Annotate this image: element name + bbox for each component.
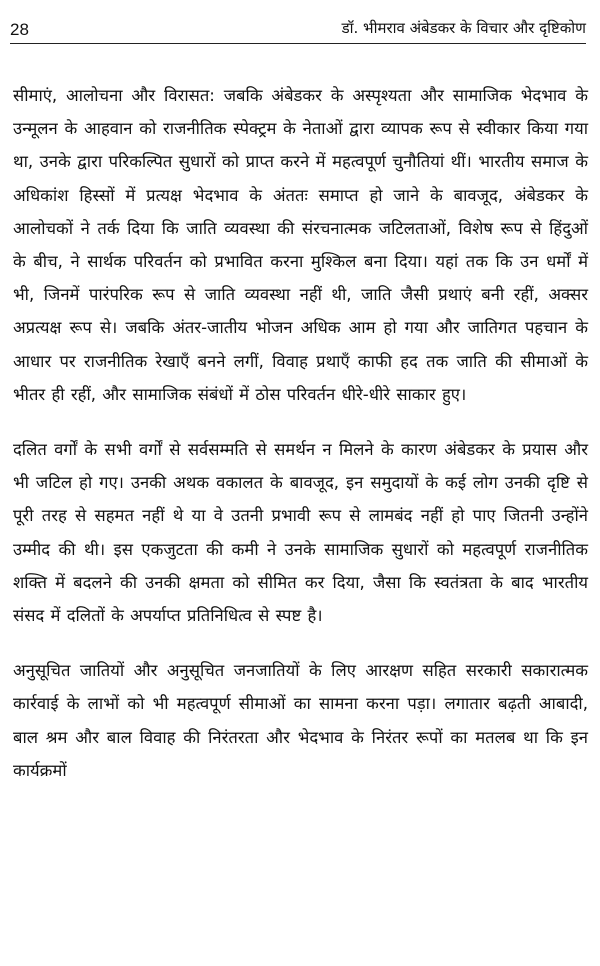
page-header	[10, 18, 586, 44]
paragraph-limitations: सीमाएं, आलोचना और विरासत: जबकि अंबेडकर के अस्पृश्यता और सामाजिक भेदभाव के उन्मूलन के आहवान को राजनीतिक स्पेक्ट्रम के नेताओं द्वारा व्यापक रूप से स्वीकार किया गया था, उनके द्वारा परिकल्पित सुधारों को प्राप्त करने में महत्वपूर्ण चुनौतियां थीं। भारतीय समाज के अधिकांश हिस्सों में प्रत्यक्ष भेदभाव के अंततः समाप्त हो जाने के बावजूद, अंबेडकर के आलोचकों ने तर्क दिया कि जाति व्यवस्था की संरचनात्मक जटिलताओं, विशेष रूप से हिंदुओं के बीच, ने सार्थक परिवर्तन को प्रभावित करना मुश्किल बना दिया। यहां तक कि उन धर्मों में भी, जिनमें पारंपरिक रूप से जाति व्यवस्था नहीं थी, जाति जैसी प्रथाएं बनी रहीं, अक्सर अप्रत्यक्ष रूप से। जबकि अंतर-जातीय भोजन अधिक आम हो गया और जातिगत पहचान के आधार पर राजनीतिक रेखाएँ बनने लगीं, विवाह प्रथाएँ काफी हद तक जाति की सीमाओं के भीतर ही रहीं, और सामाजिक संबंधों में ठोस परिवर्तन धीरे-धीरे साकार हुए।	[13, 86, 588, 404]
header-rule	[10, 43, 586, 44]
running-title: डॉ. भीमराव अंबेडकर के विचार और दृष्टिकोण	[341, 19, 586, 37]
paragraph-dalit-support: दलित वर्गों के सभी वर्गों से सर्वसम्मति से समर्थन न मिलने के कारण अंबेडकर के प्रयास और भी जटिल हो गए। उनकी अथक वकालत के बावजूद, इन समुदायों के कई लोग उनकी दृष्टि से पूरी तरह से सहमत नहीं थे या वे उतनी प्रभावी रूप से लामबंद नहीं हो पाए जितनी उन्होंने उम्मीद की थी। इस एकजुटता की कमी ने उनके सामाजिक सुधारों को महत्वपूर्ण राजनीतिक शक्ति में बदलने की उनकी क्षमता को सीमित कर दिया, जैसा कि स्वतंत्रता के बाद भारतीय संसद में दलितों के अपर्याप्त प्रतिनिधित्व से स्पष्ट है।	[13, 440, 588, 626]
paragraph-affirmative-action: अनुसूचित जातियों और अनुसूचित जनजातियों के लिए आरक्षण सहित सरकारी सकारात्मक कार्रवाई के लाभों को भी महत्वपूर्ण सीमाओं का सामना करना पड़ा। लगातार बढ़ती आबादी, बाल श्रम और बाल विवाह की निरंतरता और भेदभाव के निरंतर रूपों का मतलब था कि इन कार्यक्रमों	[13, 661, 588, 780]
page-number: 28	[10, 20, 29, 39]
body-text	[13, 79, 588, 809]
